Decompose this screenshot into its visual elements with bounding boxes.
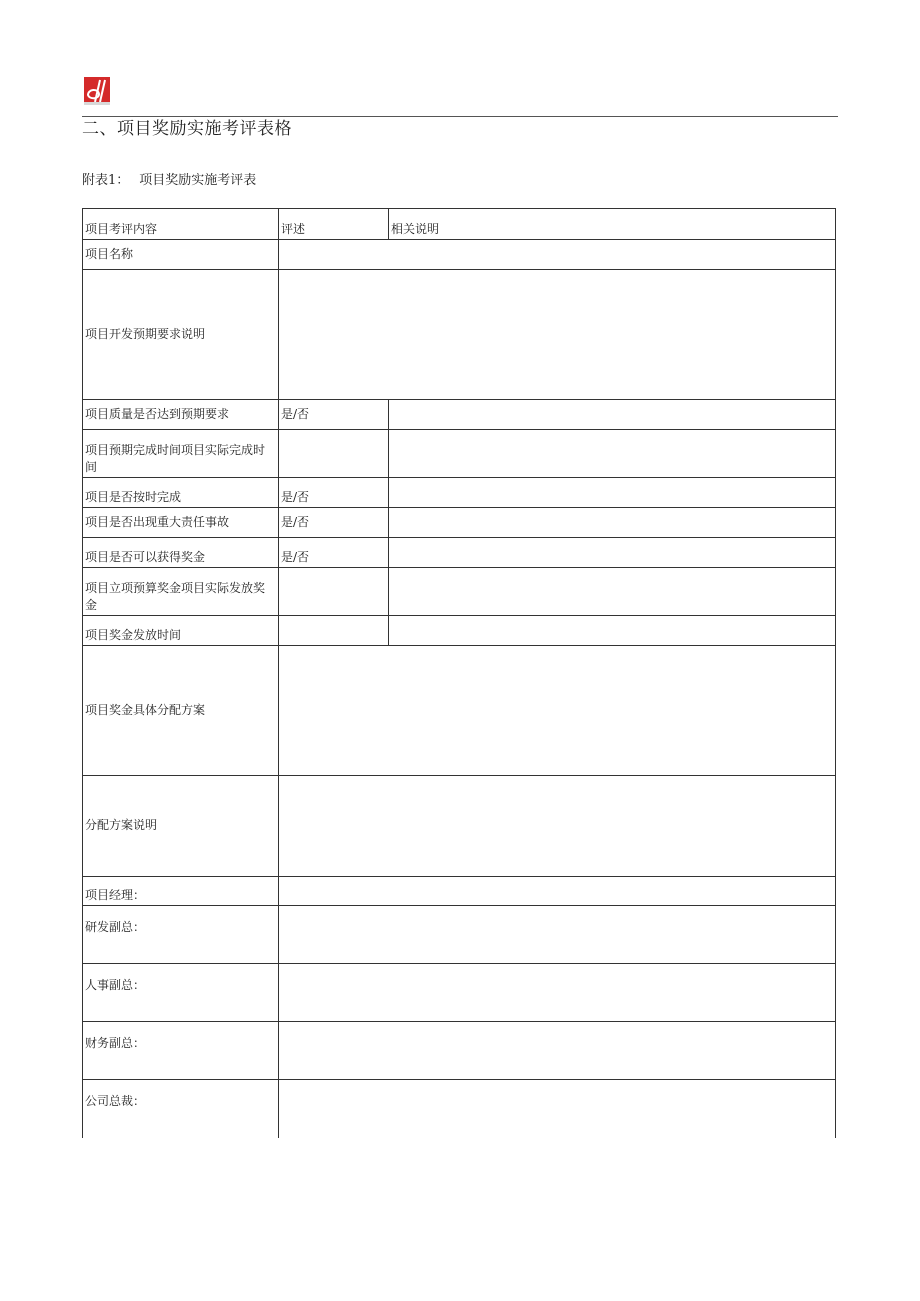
row-label: 项目是否按时完成 <box>83 478 279 508</box>
row-signature-area[interactable] <box>279 964 836 1022</box>
row-note[interactable] <box>389 430 836 478</box>
row-label: 人事副总： <box>83 964 279 1022</box>
header-cell-content: 项目考评内容 <box>83 209 279 240</box>
table-row <box>83 616 836 646</box>
row-note[interactable] <box>389 400 836 430</box>
table-row <box>83 478 836 508</box>
row-input-area[interactable] <box>279 776 836 877</box>
row-review[interactable]: 是/否 <box>279 400 389 430</box>
row-label: 研发副总： <box>83 906 279 964</box>
table-row <box>83 270 836 400</box>
table-header-row <box>83 209 836 240</box>
table-row <box>83 877 836 906</box>
row-label: 项目立项预算奖金项目实际发放奖金 <box>83 568 279 616</box>
table-row <box>83 1022 836 1080</box>
row-input-area[interactable] <box>279 270 836 400</box>
row-review[interactable] <box>279 430 389 478</box>
table-row <box>83 964 836 1022</box>
header-cell-notes: 相关说明 <box>389 209 836 240</box>
row-signature-area[interactable] <box>279 1022 836 1080</box>
row-signature-area[interactable] <box>279 877 836 906</box>
table-row <box>83 906 836 964</box>
row-note[interactable] <box>389 568 836 616</box>
table-row <box>83 776 836 877</box>
row-label: 项目奖金发放时间 <box>83 616 279 646</box>
row-review[interactable] <box>279 616 389 646</box>
header-divider <box>82 116 838 117</box>
table-row <box>83 240 836 270</box>
caption-label: 附表1： <box>82 173 130 188</box>
row-label: 项目经理： <box>83 877 279 906</box>
row-review[interactable]: 是/否 <box>279 508 389 538</box>
row-label: 项目名称 <box>83 240 279 270</box>
row-label: 公司总裁： <box>83 1080 279 1138</box>
row-note[interactable] <box>389 508 836 538</box>
row-label: 项目预期完成时间项目实际完成时间 <box>83 430 279 478</box>
row-signature-area[interactable] <box>279 906 836 964</box>
table-row <box>83 430 836 478</box>
row-label: 项目开发预期要求说明 <box>83 270 279 400</box>
row-review[interactable]: 是/否 <box>279 478 389 508</box>
row-review[interactable] <box>279 568 389 616</box>
table-row <box>83 508 836 538</box>
row-note[interactable] <box>389 478 836 508</box>
table-row <box>83 568 836 616</box>
row-note[interactable] <box>389 538 836 568</box>
table-row <box>83 400 836 430</box>
section-title: 二、项目奖励实施考评表格 <box>82 119 292 139</box>
table-caption <box>82 172 256 190</box>
row-note[interactable] <box>389 616 836 646</box>
row-review[interactable]: 是/否 <box>279 538 389 568</box>
row-label: 分配方案说明 <box>83 776 279 877</box>
row-label: 项目奖金具体分配方案 <box>83 646 279 776</box>
row-label: 项目是否可以获得奖金 <box>83 538 279 568</box>
row-input-area[interactable] <box>279 646 836 776</box>
row-label: 项目是否出现重大责任事故 <box>83 508 279 538</box>
table-row <box>83 538 836 568</box>
caption-title: 项目奖励实施考评表 <box>139 173 257 188</box>
row-label: 财务副总： <box>83 1022 279 1080</box>
evaluation-table <box>82 208 836 1138</box>
header-cell-review: 评述 <box>279 209 389 240</box>
row-label: 项目质量是否达到预期要求 <box>83 400 279 430</box>
row-signature-area[interactable] <box>279 1080 836 1138</box>
table-row <box>83 1080 836 1138</box>
table-row <box>83 646 836 776</box>
brand-logo-icon <box>84 77 110 105</box>
row-input-area[interactable] <box>279 240 836 270</box>
